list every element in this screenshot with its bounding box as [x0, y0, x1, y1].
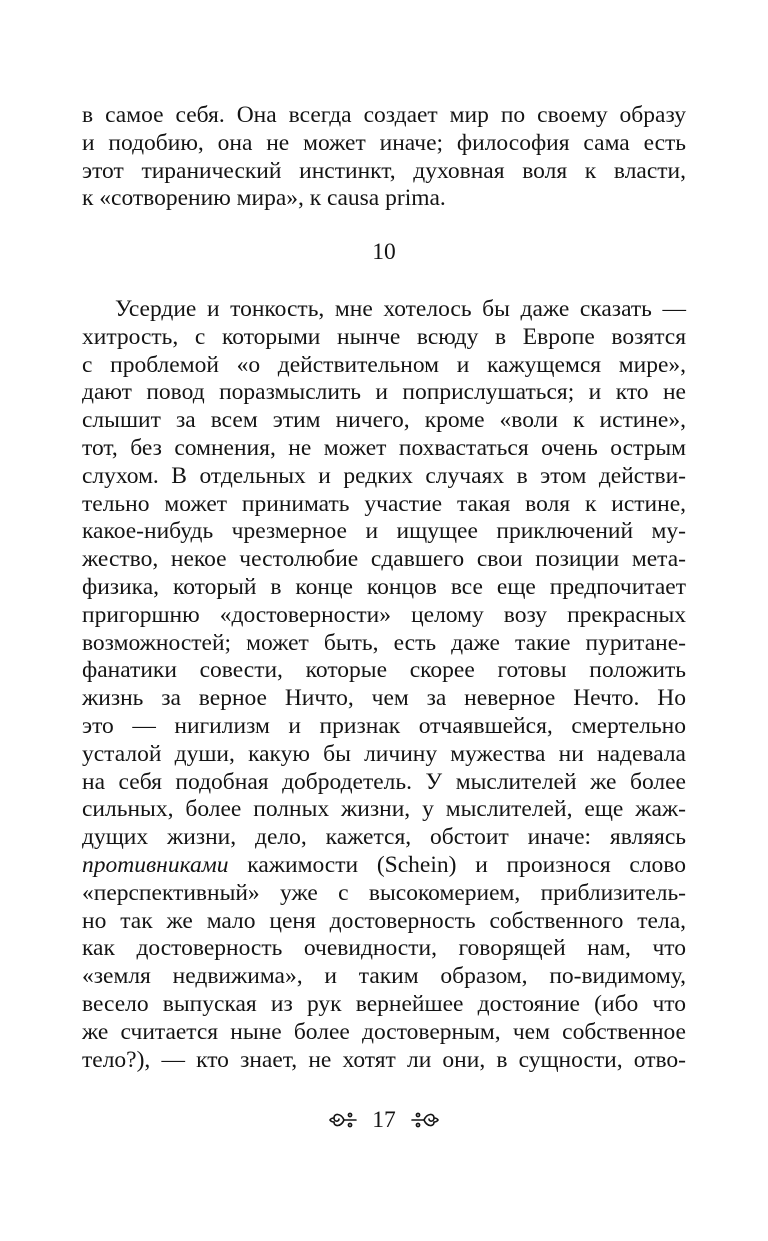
text-line: тельно может принимать участие такая воля к истине,	[82, 490, 686, 517]
text-fragment: кажимости (Schein) и произнося слово	[228, 851, 686, 878]
text-line: как достоверность очевидности, говорящей нам, что	[82, 935, 686, 962]
text-line: какое-нибудь чрезмерное и ищущее приключений му-	[82, 518, 686, 545]
page-footer	[0, 1106, 768, 1138]
text-line: но так же мало ценя достоверность собственного тела,	[82, 907, 686, 934]
text-line: фанатики совести, которые скорее готовы положить	[82, 657, 686, 684]
text-line: весело выпуская из рук вернейшее достояние (ибо что	[82, 990, 686, 1017]
text-line: тот, без сомнения, не может похвастаться очень острым	[82, 434, 686, 461]
ornament-right-icon	[410, 1109, 440, 1131]
text-line: к «сотворению мира», к causa prima.	[82, 185, 446, 212]
text-line: слышит за всем этим ничего, кроме «воли к истине»,	[82, 407, 686, 434]
text-line-italic	[82, 852, 686, 880]
text-line: физика, который в конце концов все еще предпочитает	[82, 573, 686, 600]
text-line: этот тиранический инстинкт, духовная воля к власти,	[82, 157, 686, 184]
text-line: тело?), — кто знает, не хотят ли они, в сущности, отво-	[82, 1046, 686, 1073]
text-line: пригоршню «достоверности» целому возу прекрасных	[82, 601, 686, 628]
page-number: 17	[372, 1107, 396, 1133]
text-line: усталой души, какую бы личину мужества ни надевала	[82, 740, 686, 767]
section-number: 10	[372, 239, 396, 266]
section-paragraph	[82, 296, 686, 1074]
text-line: с проблемой «о действительном и кажущемся мире»,	[82, 351, 686, 378]
text-line: «земля недвижима», и таким образом, по-видимому,	[82, 963, 686, 990]
text-line: Усердие и тонкость, мне хотелось бы даже сказать —	[115, 295, 686, 322]
text-line: слухом. В отдельных и редких случаях в этом действи-	[82, 462, 686, 489]
top-paragraph	[82, 102, 686, 213]
ornament-left-icon	[328, 1109, 358, 1131]
text-line: и подобию, она не может иначе; философия сама есть	[82, 129, 686, 156]
text-line: дущих жизни, дело, кажется, обстоит иначе: являясь	[82, 824, 686, 851]
text-line: сильных, более полных жизни, у мыслителей, еще жаж-	[82, 796, 686, 823]
text-line: «перспективный» уже с высокомерием, приблизитель-	[82, 879, 686, 906]
text-line: же считается ныне более достоверным, чем собственное	[82, 1018, 686, 1045]
text-line: дают повод поразмыслить и поприслушаться; и кто не	[82, 379, 686, 406]
text-line: жество, некое честолюбие сдавшего свои позиции мета-	[82, 546, 686, 573]
italic-word: противниками	[82, 851, 229, 878]
text-line: это — нигилизм и признак отчаявшейся, смертельно	[82, 712, 686, 739]
page-text	[82, 102, 686, 1074]
text-line: хитрость, с которыми нынче всюду в Европе возятся	[82, 323, 686, 350]
text-line: в самое себя. Она всегда создает мир по своему образу	[82, 102, 686, 128]
text-line: на себя подобная добродетель. У мыслителей же более	[82, 768, 686, 795]
text-line: возможностей; может быть, есть даже такие пуритане-	[82, 629, 686, 656]
text-line: жизнь за верное Ничто, чем за неверное Нечто. Но	[82, 685, 686, 712]
